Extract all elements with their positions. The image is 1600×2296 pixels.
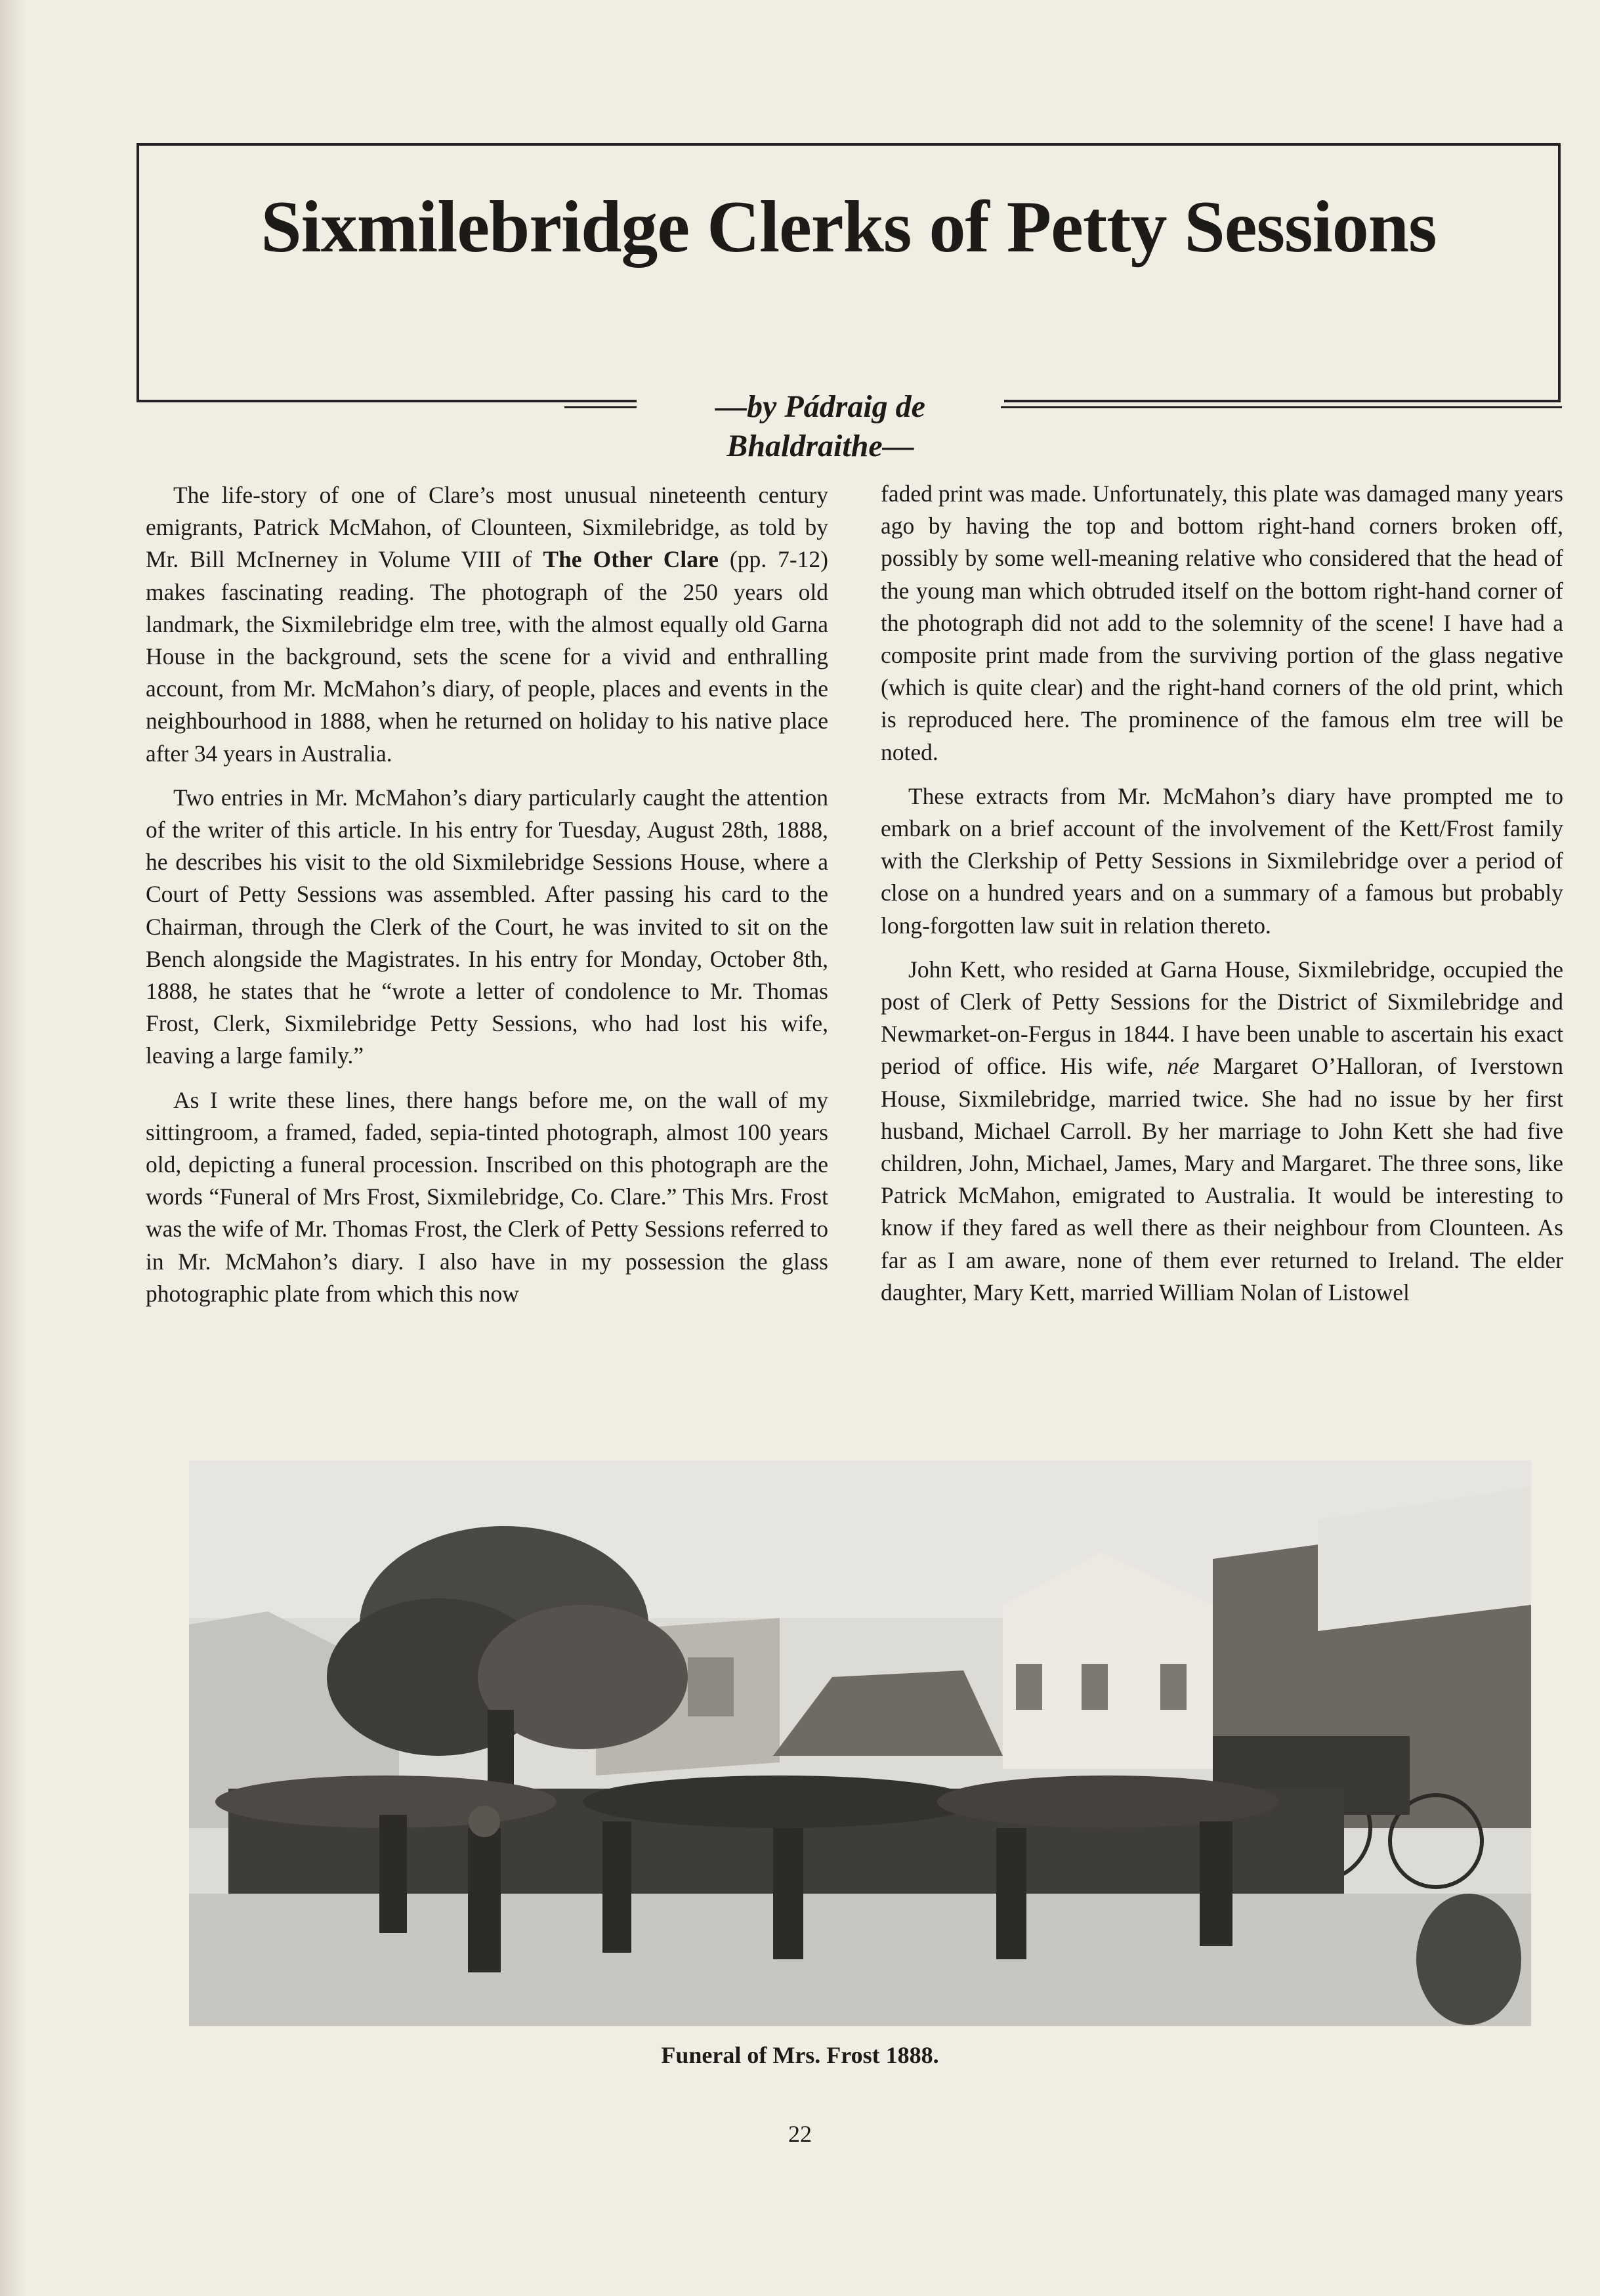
- publication-title: The Other Clare: [543, 546, 719, 573]
- paragraph-text: The life-story of one of Clare’s most unusual nineteenth century emigrants, Patrick McMahon, of Clounteen, Sixmilebridge, as told by Mr. Bill McInerney in Volume VIII of: [146, 482, 828, 573]
- paragraph: These extracts from Mr. McMahon’s diary have prompted me to embark on a brief account of the involvement of the Kett/Frost family with the Clerkship of Petty Sessions in Sixmilebridge over a period of close on a hundred years and on a summary of a famous but probably long-forgotten law suit in relation thereto.: [881, 782, 1563, 939]
- paragraph: [881, 954, 1563, 1309]
- photograph-illustration: [189, 1460, 1531, 2026]
- paragraph: Two entries in Mr. McMahon’s diary particularly caught the attention of the writer of this article. In his entry for Tuesday, August 28th, 1888, he describes his visit to the old Sixmilebridge Sessions House, where a Court of Petty Sessions was assembled. After passing his card to the Chairman, through the Clerk of the Court, he was invited to sit on the Bench alongside the Magistrates. In his entry for Monday, October 8th, 1888, he states that he “wrote a letter of condolence to Mr. Thomas Frost, Clerk, Sixmilebridge Petty Sessions, who had lost his wife, leaving a large family.”: [146, 784, 828, 1069]
- page-number: 22: [788, 2121, 812, 2147]
- paragraph: As I write these lines, there hangs before me, on the wall of my sittingroom, a framed, faded, sepia-tinted photograph, almost 100 years old, depicting a funeral procession. Inscribed on this photograph are the words “Funeral of Mrs Frost, Sixmilebridge, Co. Clare.” This Mrs. Frost was the wife of Mr. Thomas Frost, the Clerk of Petty Sessions referred to in Mr. McMahon’s diary. I also have in my possession the glass photographic plate from which this now: [146, 1086, 828, 1307]
- right-column: [881, 478, 1563, 1449]
- paragraph-text: (pp. 7-12) makes fascinating reading. The photograph of the 250 years old landmark, the Sixmilebridge elm tree, with the almost equally old Garna House in the background, sets the scene for a vivid and enthralling account, from Mr. McMahon’s diary, of people, places and events in the neighbourhood in 1888, when he returned on holiday to his native place after 34 years in Australia.: [146, 546, 828, 767]
- byline-rule-left: [564, 406, 643, 408]
- paragraph-text: Margaret O’Halloran, of Iverstown House, Sixmilebridge, married twice. She had no issue by her first husband, Michael Carroll. By her marriage to John Kett she had five children, John, Michael, James, Mary and Margaret. The three sons, like Patrick McMahon, emigrated to Australia. It would be interesting to know if they fared as well there as their neighbour from Clounteen. As far as I am aware, none of them ever returned to Ireland. The elder daughter, Mary Kett, married William Nolan of Listowel: [881, 1053, 1563, 1306]
- page-edge-shadow: [0, 0, 26, 2296]
- left-column: [146, 479, 828, 1451]
- byline-rule-right: [1001, 406, 1562, 408]
- byline-row: [564, 387, 1562, 463]
- funeral-photograph: [189, 1460, 1531, 2026]
- byline-text: by Pádraig de Bhaldraithe: [726, 389, 925, 463]
- paragraph: faded print was made. Unfortunately, this plate was damaged many years ago by having the top and bottom right-hand corners broken off, possibly by some well-meaning relative who considered that the head of the young man which obtruded itself on the bottom right-hand corner of the photograph did not add to the solemnity of the scene! I have had a composite print made from the surviving portion of the glass negative (which is quite clear) and the right-hand corners of the old print, which is reproduced here. The prominence of the famous elm tree will be noted.: [881, 480, 1563, 765]
- article-byline: —by Pádraig de Bhaldraithe—: [637, 387, 1004, 466]
- paragraph-text: John Kett, who resided at Garna House, Sixmilebridge, occupied the post of Clerk of Petty Sessions for the District of Sixmilebridge and Newmarket-on-Fergus in 1844. I have been unable to ascertain his exact period of office. His wife,: [881, 956, 1563, 1080]
- title-box: [137, 143, 1561, 402]
- article-title: Sixmilebridge Clerks of Petty Sessions: [261, 186, 1437, 268]
- photo-caption: Funeral of Mrs. Frost 1888.: [661, 2042, 939, 2068]
- italic-word: née: [1167, 1053, 1200, 1080]
- paragraph: [146, 479, 828, 770]
